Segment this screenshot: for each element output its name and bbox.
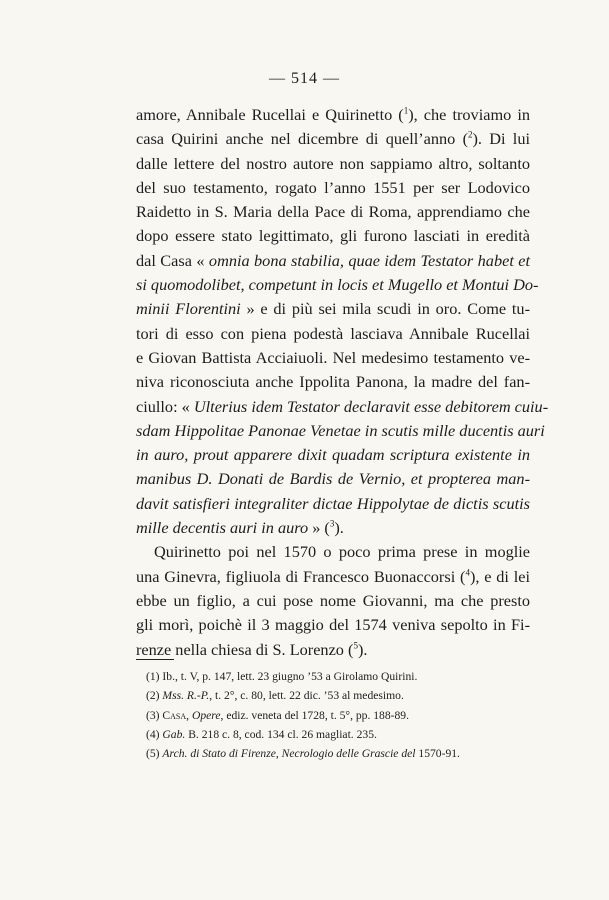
text-line [136,443,530,467]
text-run: , [186,708,192,722]
text-run: casa Quirini anche nel dicembre di quell’anno ( [136,129,469,149]
text-line [136,370,530,394]
text-line [136,613,530,637]
text-line [136,467,530,491]
text-run: Mss. R.-P. [162,689,210,703]
text-run: omnia bona stabilia, quae idem Testator habet et [208,250,531,270]
text-run: dalle lettere del nostro autore non sappiamo altro, soltanto [136,153,530,173]
text-line [136,176,530,200]
text-line [136,322,530,346]
text-run: ). Di lui [472,129,530,149]
text-run: in auro, prout apparere dixit quadam scriptura existente in [136,445,530,465]
text-run: Raidetto in S. Maria della Pace di Roma, apprendiamo che [136,202,530,222]
text-run: Ulterius idem Testator declaravit esse debitorem cuiu- [193,396,549,416]
text-line [136,346,530,370]
footnote-divider [136,659,174,660]
text-run: manibus D. Donati de Bardis de Vernio, et propterea man- [136,469,530,489]
text-line [136,589,530,613]
text-run: dopo essere stato legittimato, gli furono lasciati in eredità [136,226,530,246]
body-text [136,103,549,662]
text-run: » e di più sei mila scudi in oro. Come tu- [240,299,530,319]
text-line [136,516,530,540]
text-run: ). [357,639,368,659]
footnote-ref: 3 [329,518,335,529]
text-line [136,249,530,273]
text-run: tori di esso con piena podestà lasciava Annibale Rucellai [136,323,530,343]
text-line [136,395,549,419]
text-run: (1) Ib., t. V, p. 147, lett. 23 giugno ’53 a Girolamo Quirini. [146,670,418,683]
text-run: Gab. [162,727,186,741]
text-run: (3) [146,708,163,722]
text-run: Arch. di Stato di Firenze, Necrologio delle Grascie del [162,747,416,761]
text-run: Opere [191,708,221,722]
text-run: 1570-91. [415,747,460,761]
text-run: e Giovan Battista Acciaiuoli. Nel medesimo testamento ve- [136,347,530,367]
text-run: niva riconosciuta anche Ippolita Panona, la madre del fan- [136,372,530,392]
text-run: del suo testamento, rogato l’anno 1551 per ser Lodovico [136,177,530,197]
text-line [136,419,545,443]
text-run: renze nella chiesa di S. Lorenzo ( [136,639,354,659]
text-line [136,200,530,224]
text-line [136,297,530,321]
footnote-ref: 5 [353,640,358,651]
text-run: mille decentis auri in auro [136,518,309,538]
text-line [136,565,530,589]
text-run: ), che troviamo in [408,105,530,124]
text-run: minii Florentini [136,299,241,319]
text-run: gli morì, poichè il 3 maggio del 1574 veniva sepolto in Fi- [136,615,530,635]
footnote-ref: 2 [468,129,473,140]
footnote-4 [146,725,536,744]
text-run: , t. 2°, c. 80, lett. 22 dic. ’53 al medesimo. [209,689,404,703]
text-run: ciullo: « [136,396,194,416]
text-line [136,273,539,297]
text-run: (5) [146,747,163,761]
text-run: B. 218 c. 8, cod. 134 cl. 26 magliat. 235. [185,727,377,741]
text-run: davit satisfieri integraliter dictae Hippolytae de dictis scutis [136,493,530,513]
footnote-ref: 4 [465,567,470,578]
text-run: Casa [162,708,187,722]
footnote-1 [146,667,536,686]
text-line [136,152,530,176]
footnote-ref: 1 [403,105,409,116]
text-run: ebbe un figlio, a cui pose nome Giovanni, ma che presto [136,590,530,610]
text-run: amore, Annibale Rucellai e Quirinetto ( [136,105,404,124]
text-run: Quirinetto poi nel 1570 o poco prima prese in moglie [154,542,530,562]
text-run: una Ginevra, figliuola di Francesco Buonaccorsi ( [136,566,466,586]
text-line [136,224,530,248]
text-line [136,127,530,151]
footnote-2 [146,686,536,705]
text-line [136,638,530,662]
text-run: ), e di lei [469,566,530,586]
text-line [136,540,530,564]
text-run: si quomodolibet, competunt in locis et Mugello et Montui Do- [136,275,539,295]
text-run: » ( [308,518,330,538]
footnote-3 [146,706,536,725]
footnotes [146,667,536,763]
text-line [136,103,530,127]
text-line [136,492,530,516]
footnote-5 [146,744,536,763]
text-run: , ediz. veneta del 1728, t. 5°, pp. 188-89. [220,708,409,722]
text-run: (4) [146,727,163,741]
text-run: sdam Hippolitae Panonae Venetae in scutis mille ducentis auri [136,420,545,440]
text-run: ). [334,518,344,538]
page-number: — 514 — [269,70,340,87]
text-run: dal Casa « [136,250,209,270]
text-run: (2) [146,689,163,703]
